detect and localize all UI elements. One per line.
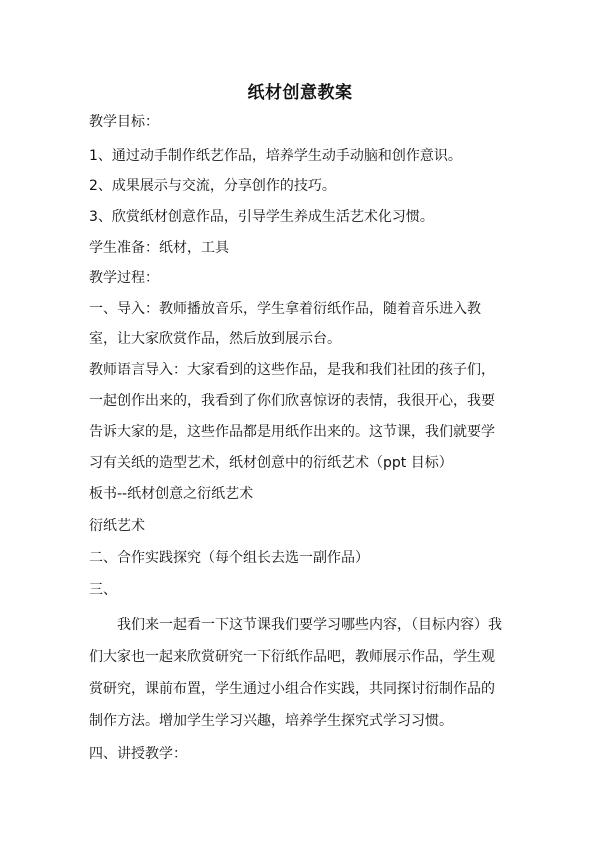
text-line-section-four: 四、讲授教学： [89, 746, 187, 762]
text-line-intro-1: 一、导入：教师播放音乐，学生拿着衍纸作品，随着音乐进入教 [89, 301, 481, 317]
text-line-blackboard: 板书--纸材创意之衍纸艺术 [89, 486, 254, 502]
text-line-process-heading: 教学过程： [89, 270, 159, 286]
text-line-paragraph-1: 我们来一起看一下这节课我们要学习哪些内容，（目标内容）我 [117, 617, 502, 633]
text-line-teacher-intro-1: 教师语言导入：大家看到的这些作品，是我和我们社团的孩子们， [89, 362, 495, 378]
document-title: 纸材创意教案 [247, 83, 353, 103]
text-line-teacher-intro-2: 一起创作出来的，我看到了你们欣喜惊讶的表情，我很开心，我要 [89, 393, 495, 409]
text-line-teacher-intro-3: 告诉大家的是，这些作品都是用纸作出来的。这节课，我们就要学 [89, 424, 495, 440]
text-line-objective-2: 2、成果展示与交流，分享创作的技巧。 [89, 178, 336, 194]
text-line-objectives-heading: 教学目标： [89, 114, 159, 130]
text-line-section-two: 二、合作实践探究（每个组长去选一副作品） [89, 550, 369, 566]
text-line-quilling-art: 衍纸艺术 [89, 518, 145, 534]
text-line-section-three: 三、 [89, 582, 117, 598]
text-line-paragraph-3: 赏研究，课前布置，学生通过小组合作实践，共同探讨衍制作品的 [89, 681, 495, 697]
text-line-objective-1: 1、通过动手制作纸艺作品，培养学生动手动脑和创作意识。 [89, 148, 462, 164]
text-line-paragraph-4: 制作方法。增加学生学习兴趣，培养学生探究式学习习惯。 [89, 713, 453, 729]
text-line-intro-2: 室，让大家欣赏作品，然后放到展示台。 [89, 331, 341, 347]
text-line-paragraph-2: 们大家也一起来欣赏研究一下衍纸作品吧，教师展示作品，学生观 [89, 649, 495, 665]
text-line-teacher-intro-4: 习有关纸的造型艺术，纸材创意中的衍纸艺术（ppt 目标） [89, 455, 453, 471]
text-line-objective-3: 3、欣赏纸材创意作品，引导学生养成生活艺术化习惯。 [89, 209, 434, 225]
text-line-preparation: 学生准备：纸材，工具 [89, 240, 229, 256]
